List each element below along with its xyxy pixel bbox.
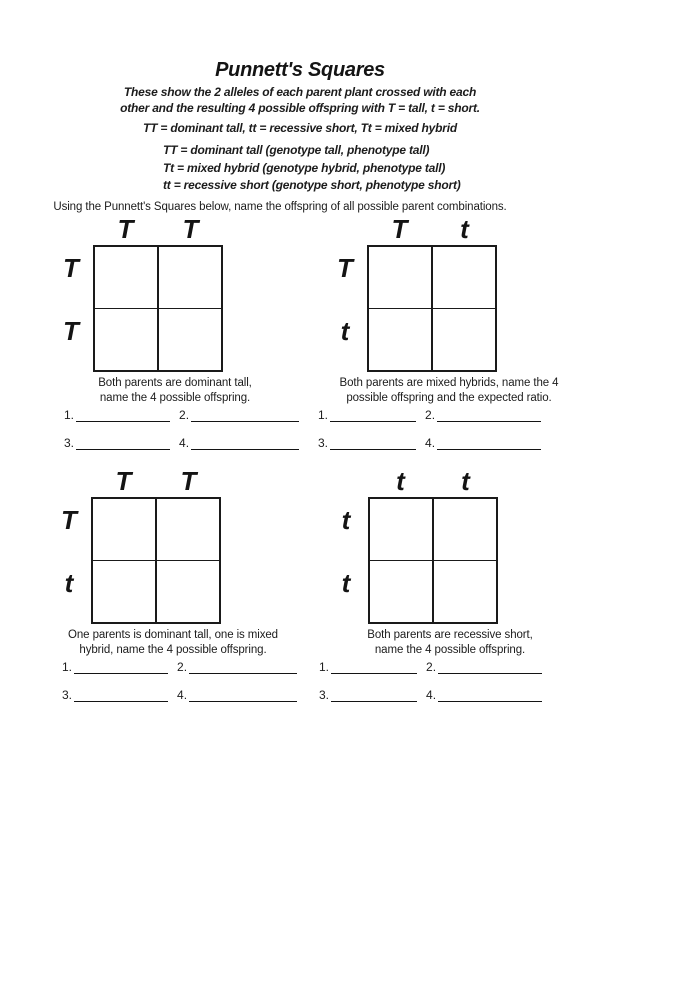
punnett-cell[interactable] — [432, 309, 495, 371]
caption-line-1: Both parents are mixed hybrids, name the 4 — [339, 377, 559, 389]
answer-blank-line[interactable] — [189, 688, 297, 702]
answer-number: 4. — [177, 688, 188, 702]
caption-line-2: name the 4 possible offspring. — [99, 392, 251, 404]
punnett-cell[interactable] — [93, 561, 156, 623]
intro-text — [0, 85, 600, 116]
punnett-grid — [367, 245, 497, 372]
answer-number: 4. — [179, 436, 190, 450]
grid-divider — [370, 560, 496, 562]
grid-divider — [95, 308, 221, 310]
punnett-cell[interactable] — [95, 247, 158, 309]
row-allele: t — [341, 568, 351, 598]
row-allele: T — [63, 316, 79, 346]
answer-row — [319, 660, 542, 674]
caption-line-1: One parents is dominant tall, one is mixed — [68, 629, 278, 641]
answer-blank-line[interactable] — [330, 436, 416, 450]
punnett-cell[interactable] — [93, 499, 156, 561]
answer-number: 2. — [179, 408, 190, 422]
answer-number: 2. — [425, 408, 436, 422]
row-allele: T — [337, 253, 353, 283]
answer-number: 3. — [64, 436, 75, 450]
caption-line-1: Both parents are recessive short, — [367, 629, 533, 641]
punnett-cell[interactable] — [95, 309, 158, 371]
square-caption — [299, 376, 599, 406]
answer-blank-line[interactable] — [331, 688, 417, 702]
punnett-square-bottom-right — [315, 466, 575, 720]
square-caption — [300, 628, 600, 658]
answer-number: 3. — [319, 688, 330, 702]
row-allele: t — [341, 505, 351, 535]
answer-blank-line[interactable] — [74, 660, 168, 674]
col-allele: T — [180, 466, 197, 496]
answer-row — [319, 688, 542, 702]
answer-number: 2. — [426, 660, 437, 674]
punnett-grid — [368, 497, 498, 624]
answer-blank-line[interactable] — [189, 660, 297, 674]
punnett-cell[interactable] — [369, 247, 432, 309]
col-allele: T — [182, 214, 199, 244]
row-allele: T — [63, 253, 79, 283]
answer-blank-line[interactable] — [76, 408, 170, 422]
col-allele: t — [460, 214, 469, 244]
answer-row — [318, 408, 541, 422]
answer-blank-line[interactable] — [191, 408, 299, 422]
caption-line-2: name the 4 possible offspring. — [374, 644, 526, 656]
answer-row — [64, 436, 299, 450]
caption-line-1: Both parents are dominant tall, — [98, 377, 252, 389]
allele-summary: TT = dominant tall, tt = recessive short, Tt = mixed hybrid — [143, 121, 457, 135]
genotype-key — [163, 142, 461, 195]
answer-number: 1. — [319, 660, 330, 674]
punnett-square-bottom-left — [38, 466, 298, 720]
col-allele: T — [391, 214, 408, 244]
answer-row — [318, 436, 541, 450]
punnett-cell[interactable] — [433, 499, 496, 561]
genotype-key-line-2: Tt = mixed hybrid (genotype hybrid, phenotype tall) — [163, 160, 446, 175]
genotype-key-line-1: TT = dominant tall (genotype tall, phenotype tall) — [163, 143, 430, 157]
col-allele: T — [117, 214, 134, 244]
punnett-cell[interactable] — [370, 561, 433, 623]
punnett-grid — [91, 497, 221, 624]
answer-blank-line[interactable] — [437, 408, 541, 422]
punnett-cell[interactable] — [369, 309, 432, 371]
answer-number: 1. — [64, 408, 75, 422]
row-allele: t — [340, 316, 350, 346]
answer-blank-line[interactable] — [74, 688, 168, 702]
punnett-square-top-left — [40, 214, 300, 468]
row-allele: t — [64, 568, 74, 598]
punnett-cell[interactable] — [158, 309, 221, 371]
answer-number: 1. — [318, 408, 329, 422]
answer-number: 4. — [425, 436, 436, 450]
square-caption — [23, 628, 323, 658]
answer-row — [62, 660, 297, 674]
answer-number: 3. — [318, 436, 329, 450]
col-allele: t — [396, 466, 405, 496]
col-allele: T — [115, 466, 132, 496]
punnett-square-top-right — [314, 214, 574, 468]
punnett-cell[interactable] — [156, 499, 219, 561]
answer-row — [62, 688, 297, 702]
punnett-cell[interactable] — [158, 247, 221, 309]
page-title: Punnett's Squares — [215, 59, 385, 81]
answer-row — [64, 408, 299, 422]
answer-number: 4. — [426, 688, 437, 702]
col-allele: t — [461, 466, 470, 496]
caption-line-2: possible offspring and the expected ratio. — [346, 392, 552, 404]
intro-line-2: other and the resulting 4 possible offspring with T = tall, t = short. — [120, 100, 480, 115]
answer-blank-line[interactable] — [331, 660, 417, 674]
punnett-cell[interactable] — [433, 561, 496, 623]
answer-number: 1. — [62, 660, 73, 674]
square-caption — [25, 376, 325, 406]
answer-blank-line[interactable] — [191, 436, 299, 450]
punnett-grid — [93, 245, 223, 372]
punnett-cell[interactable] — [432, 247, 495, 309]
caption-line-2: hybrid, name the 4 possible offspring. — [79, 644, 267, 656]
answer-blank-line[interactable] — [438, 660, 542, 674]
row-allele: T — [61, 505, 77, 535]
punnett-cell[interactable] — [370, 499, 433, 561]
grid-divider — [369, 308, 495, 310]
punnett-cell[interactable] — [156, 561, 219, 623]
intro-line-1: These show the 2 alleles of each parent plant crossed with each — [123, 85, 477, 99]
answer-blank-line[interactable] — [437, 436, 541, 450]
answer-blank-line[interactable] — [438, 688, 542, 702]
instruction-text: Using the Punnett's Squares below, name the offspring of all possible parent combinations. — [53, 201, 507, 213]
answer-blank-line[interactable] — [330, 408, 416, 422]
grid-divider — [93, 560, 219, 562]
answer-number: 2. — [177, 660, 188, 674]
genotype-key-line-3: tt = recessive short (genotype short, phenotype short) — [163, 178, 461, 192]
answer-blank-line[interactable] — [76, 436, 170, 450]
answer-number: 3. — [62, 688, 73, 702]
